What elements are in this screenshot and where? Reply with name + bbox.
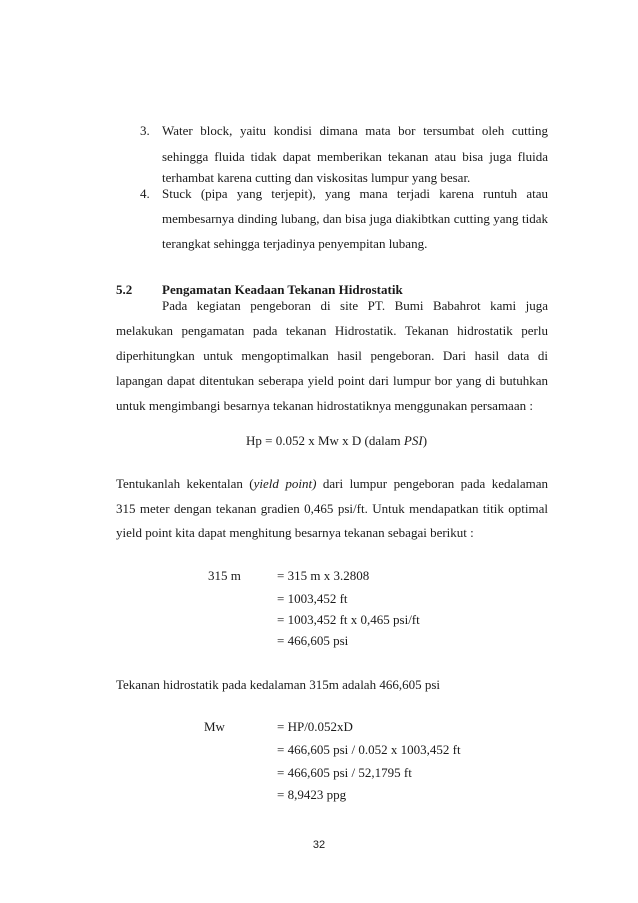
paragraph-line: untuk mengimbangi besarnya tekanan hidrostatiknya menggunakan persamaan :	[116, 398, 533, 413]
formula-text: Hp = 0.052 x Mw x D (dalam	[246, 433, 404, 448]
list-item-line: sehingga fluida tidak dapat memberikan tekanan atau bisa juga fluida	[162, 149, 548, 164]
paragraph-line: 315 meter dengan tekanan gradien 0,465 psi/ft. Untuk mendapatkan titik optimal	[116, 501, 548, 516]
list-item-line: Water block, yaitu kondisi dimana mata bor tersumbat oleh cutting	[162, 123, 548, 138]
paragraph-line	[116, 476, 548, 492]
calc-step: = 466,605 psi / 0.052 x 1003,452 ft	[277, 742, 461, 757]
list-item-line: terhambat karena cutting dan viskositas lumpur yang besar.	[162, 170, 471, 185]
formula-unit: PSI	[403, 433, 423, 448]
calc-label: 315 m	[208, 568, 241, 583]
formula	[246, 433, 427, 449]
page-number: 32	[312, 839, 326, 851]
list-item-line: Stuck (pipa yang terjepit), yang mana terjadi karena runtuh atau	[162, 186, 548, 201]
text-span: dari lumpur pengeboran pada kedalaman	[316, 476, 548, 491]
calc-step: = 8,9423 ppg	[277, 787, 347, 802]
paragraph-line: lapangan dapat ditentukan seberapa yield point dari lumpur bor yang di butuhkan	[116, 373, 548, 388]
list-item-line: terangkat sehingga terjadinya penyempitan lubang.	[162, 236, 428, 251]
list-item-line: membesarnya dinding lubang, dan bisa juga diakibtkan cutting yang tidak	[162, 211, 548, 226]
result-line: Tekanan hidrostatik pada kedalaman 315m adalah 466,605 psi	[116, 677, 440, 692]
calc-step: = 466,605 psi / 52,1795 ft	[277, 765, 412, 780]
list-number: 4.	[140, 186, 150, 201]
formula-close: )	[422, 433, 428, 448]
section-title: Pengamatan Keadaan Tekanan Hidrostatik	[162, 282, 403, 297]
calc-step: = 1003,452 ft	[277, 591, 348, 606]
text-span: Tentukanlah kekentalan (	[116, 476, 254, 491]
paragraph-line: diperhitungkan untuk mengoptimalkan hasil pengeboran. Dari hasil data di	[116, 348, 548, 363]
paragraph-line: yield point kita dapat menghitung besarnya tekanan sebagai berikut :	[116, 525, 474, 540]
paragraph-line: melakukan pengamatan pada tekanan Hidrostatik. Tekanan hidrostatik perlu	[116, 323, 548, 338]
italic-term: yield point)	[253, 476, 317, 491]
calc-label: Mw	[204, 719, 225, 734]
list-number: 3.	[140, 123, 150, 138]
calc-step: = 466,605 psi	[277, 633, 349, 648]
calc-step: = HP/0.052xD	[277, 719, 353, 734]
calc-step: = 315 m x 3.2808	[277, 568, 370, 583]
calc-step: = 1003,452 ft x 0,465 psi/ft	[277, 612, 420, 627]
section-number: 5.2	[116, 282, 133, 297]
paragraph-line: Pada kegiatan pengeboran di site PT. Bumi Babahrot kami juga	[162, 298, 548, 313]
